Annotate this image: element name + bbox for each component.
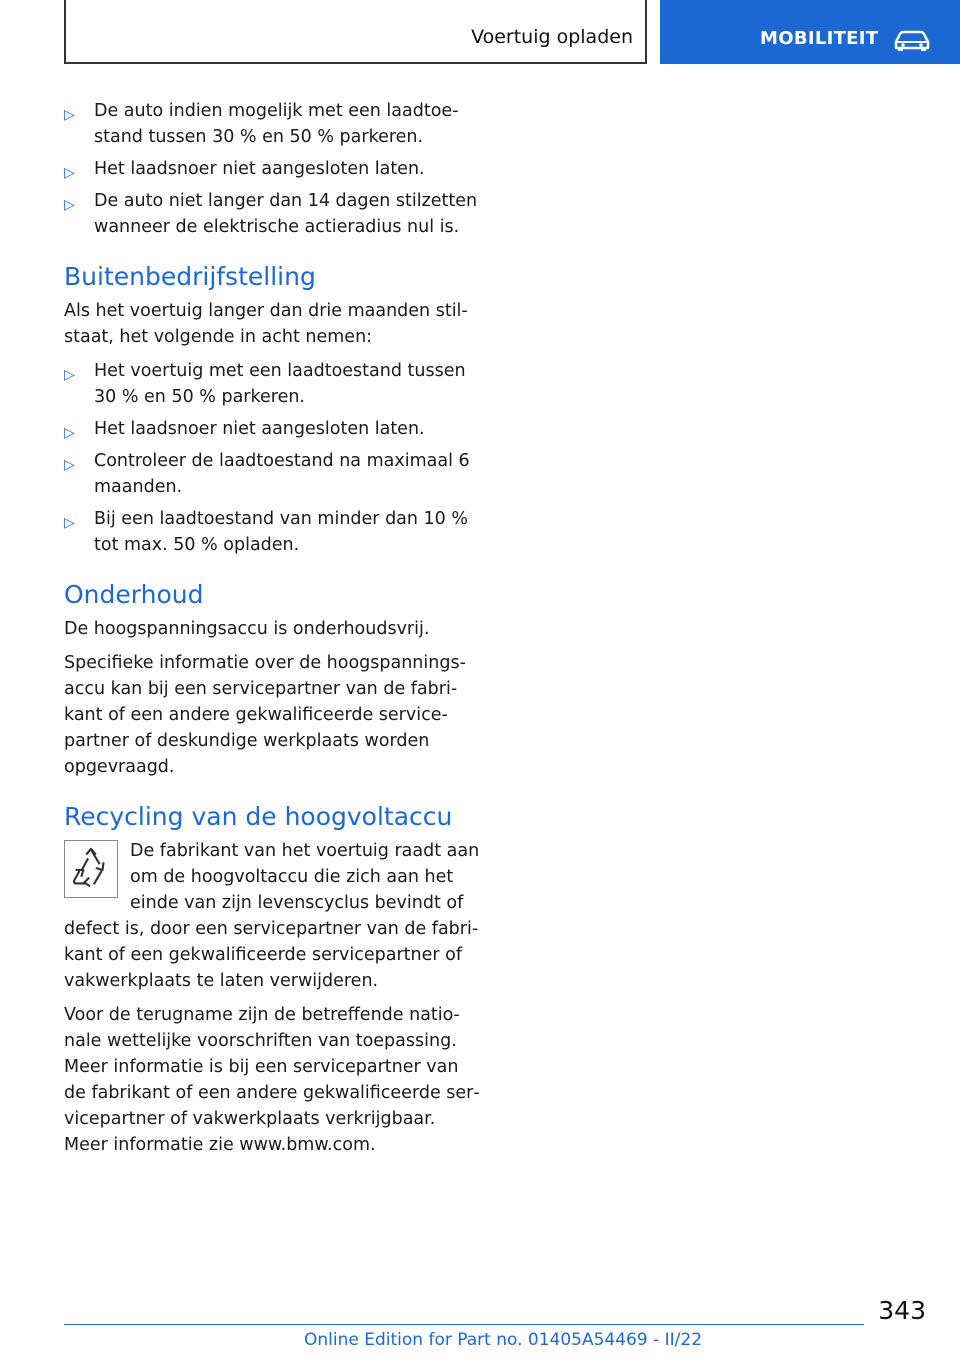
maintenance-paragraph: De hoogspanningsaccu is onderhoudsvrij. — [64, 619, 430, 639]
maintenance-heading: Onderhoud — [64, 580, 204, 609]
recycling-paragraph: Voor de terugname zijn de betreffende nationale wettelijke voorschriften van toepassing. Meer informatie is bij een servicepartner van de fabrikant of een andere gekwalificeerde servicepartner of vakwerkplaats verkrijgbaar. Meer informatie zie www.bmw.com. — [64, 1005, 480, 1155]
list-item: ▷ Controleer de laadtoestand na maximaal 6 maanden. — [64, 451, 470, 497]
list-item: ▷ Bij een laadtoestand van minder dan 10 % tot max. 50 % opladen. — [64, 509, 469, 555]
footer-divider — [64, 1324, 864, 1325]
chapter-title: MOBILITEIT — [760, 28, 879, 49]
maintenance-paragraph: Specifieke informatie over de hoogspanningsaccu kan bij een servicepartner van de fabrikant of een andere gekwalificeerde servicepartner of deskundige werkplaats worden opgevraagd. — [64, 653, 466, 777]
list-item: ▷ Het laadsnoer niet aangesloten laten. — [64, 156, 484, 182]
recycling-heading: Recycling van de hoogvoltaccu — [64, 802, 453, 831]
recycling-block — [64, 838, 484, 1002]
main-content — [64, 98, 484, 1166]
storage-list — [64, 358, 484, 558]
triangle-bullet-icon: ▷ — [64, 515, 75, 531]
storage-heading: Buitenbedrijfstelling — [64, 262, 316, 291]
footer-edition: Online Edition for Part no. 01405A54469 - II/22 — [304, 1330, 703, 1350]
triangle-bullet-icon: ▷ — [64, 197, 75, 213]
list-item: ▷ De auto niet langer dan 14 dagen stilzetten wanneer de elektrische actieradius nul is. — [64, 191, 478, 237]
triangle-bullet-icon: ▷ — [64, 457, 75, 473]
list-item: ▷ De auto indien mogelijk met een laadtoestand tussen 30 % en 50 % parkeren. — [64, 101, 459, 147]
car-icon — [892, 28, 932, 52]
triangle-bullet-icon: ▷ — [64, 165, 75, 181]
header-section-tab — [64, 0, 647, 64]
triangle-bullet-icon: ▷ — [64, 107, 75, 123]
triangle-bullet-icon: ▷ — [64, 425, 75, 441]
intro-list — [64, 98, 484, 240]
triangle-bullet-icon: ▷ — [64, 367, 75, 383]
list-item: ▷ Het voertuig met een laadtoestand tussen 30 % en 50 % parkeren. — [64, 361, 466, 407]
header-chapter-tab — [660, 0, 960, 64]
section-title: Voertuig opladen — [471, 26, 633, 48]
recycle-icon — [64, 840, 118, 898]
page-number: 343 — [878, 1296, 926, 1325]
storage-intro: Als het voertuig langer dan drie maanden stilstaat, het volgende in acht nemen: — [64, 301, 468, 347]
list-item: ▷ Het laadsnoer niet aangesloten laten. — [64, 416, 484, 442]
recycling-paragraph: De fabrikant van het voertuig raadt aan om de hoogvoltaccu die zich aan het einde van zijn levenscyclus bevindt of defect is, door een servicepartner van de fabrikant of een gekwalificeerde servicepartner of vakwerkplaats te laten verwijderen. — [64, 841, 480, 991]
